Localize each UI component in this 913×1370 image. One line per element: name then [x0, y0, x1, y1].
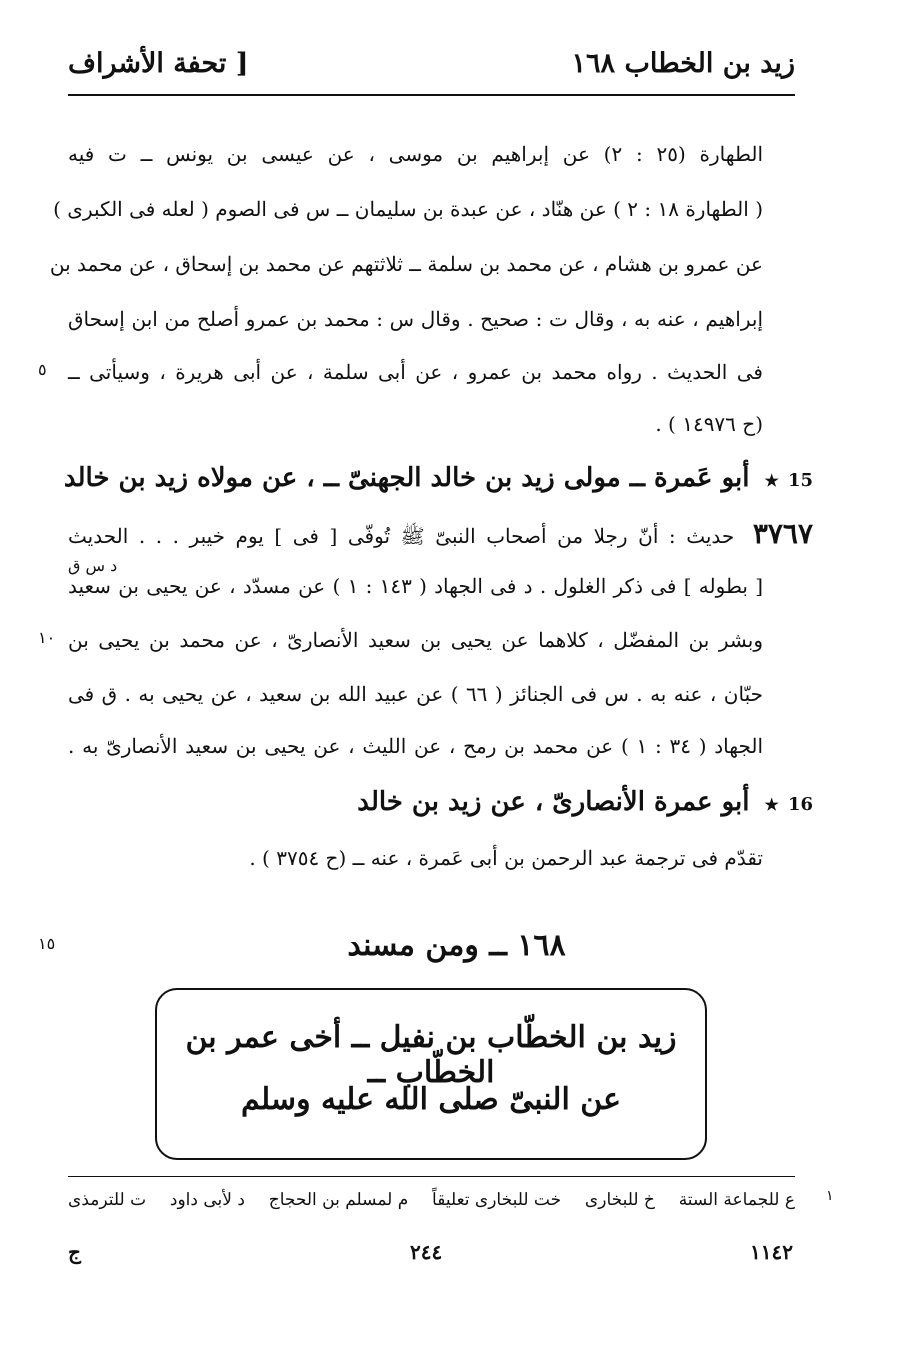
- star-icon: ★: [764, 795, 779, 814]
- text-line: فى الحديث . رواه محمد بن عمرو ، عن أبى سلمة ، عن أبى هريرة ، وسيأتى ــ: [68, 360, 763, 384]
- entry-number: 16: [787, 794, 813, 815]
- entry-heading: أبو عمرة الأنصارىّ ، عن زيد بن خالد: [357, 787, 750, 817]
- section-title: ١٦٨ ــ ومن مسند: [347, 928, 566, 963]
- running-header: [68, 44, 795, 88]
- section-heading-box: [155, 988, 707, 1160]
- entry-note: تقدّم فى ترجمة عبد الرحمن بن أبى عَمرة ، عنه ــ (ح ٣٧٥٤ ) .: [249, 846, 763, 870]
- hadith-number: ٣٧٦٧: [752, 517, 813, 550]
- entry-15: [63, 458, 813, 501]
- footer-right-number: ١١٤٢: [750, 1240, 793, 1264]
- text-line: الطهارة (٢٥ : ٢) عن إبراهيم بن موسى ، عن عيسى بن يونس ــ ت فيه: [68, 142, 764, 166]
- entry-number: 15: [787, 470, 813, 491]
- text-line: [ بطوله ] فى ذكر الغلول . د فى الجهاد ( ١٤٣ : ١ ) عن مسدّد ، عن يحيى بن سعيد: [68, 574, 763, 598]
- footnote-item: ع للجماعة الستة: [678, 1190, 795, 1210]
- page-number: ٢٤٤: [410, 1240, 443, 1264]
- footnote-marker: ١: [826, 1188, 834, 1204]
- text-line: إبراهيم ، عنه به ، وقال ت : صحيح . وقال س : محمد بن عمرو أصلح من ابن إسحاق: [68, 307, 763, 331]
- hadith-text: حديث : أنّ رجلا من أصحاب النبىّ ﷺ تُوفّى [ فى ] يوم خيبر . . . الحديث: [68, 524, 735, 548]
- header-right-title: زيد بن الخطاب ١٦٨: [571, 48, 795, 79]
- margin-line-number: ٥: [38, 360, 47, 379]
- margin-line-number: ١٥: [38, 934, 56, 953]
- hadith-sigla: د س ق: [68, 556, 118, 575]
- box-line-1: زيد بن الخطّاب بن نفيل ــ أخى عمر بن الخطّاب ــ: [185, 1020, 677, 1090]
- footnote-legend: [68, 1190, 795, 1210]
- footnote-rule: [68, 1176, 795, 1177]
- text-line: ( الطهارة ١٨ : ٢ ) عن هنّاد ، عن عبدة بن سليمان ــ س فى الصوم ( لعله فى الكبرى ): [53, 197, 763, 221]
- star-icon: ★: [764, 471, 779, 490]
- text-line: الجهاد ( ٣٤ : ١ ) عن محمد بن رمح ، عن الليث ، عن يحيى بن سعيد الأنصارىّ به .: [68, 734, 764, 758]
- footnote-item: م لمسلم بن الحجاج: [268, 1190, 409, 1210]
- text-line: عن عمرو بن هشام ، عن محمد بن سلمة ــ ثلاثتهم عن محمد بن إسحاق ، عن محمد بن: [49, 252, 763, 276]
- entry-16: [68, 782, 813, 825]
- hadith-line: [68, 518, 813, 550]
- footnote-item: خت للبخارى تعليقاً: [432, 1190, 562, 1210]
- margin-line-number: ١٠: [38, 628, 56, 647]
- entry-heading: أبو عَمرة ــ مولى زيد بن خالد الجهنىّ ــ ، عن مولاه زيد بن خالد: [63, 463, 750, 493]
- footnote-item: خ للبخارى: [584, 1190, 655, 1210]
- footnote-item: ت للترمذى: [68, 1190, 147, 1210]
- header-left-title: [ تحفة الأشراف: [68, 48, 249, 79]
- header-rule: [68, 94, 795, 96]
- text-line: وبشر بن المفضّل ، كلاهما عن يحيى بن سعيد الأنصارىّ ، عن محمد بن يحيى بن: [68, 628, 763, 652]
- text-line: حبّان ، عنه به . س فى الجنائز ( ٦٦ ) عن عبيد الله بن سعيد ، عن يحيى به . ق فى: [68, 682, 763, 706]
- text-line: (ح ١٤٩٧٦ ) .: [655, 412, 763, 436]
- footnote-item: د لأبى داود: [169, 1190, 245, 1210]
- footer-left-signature: ج: [68, 1240, 81, 1264]
- box-line-2: عن النبىّ صلى الله عليه وسلم: [241, 1082, 621, 1117]
